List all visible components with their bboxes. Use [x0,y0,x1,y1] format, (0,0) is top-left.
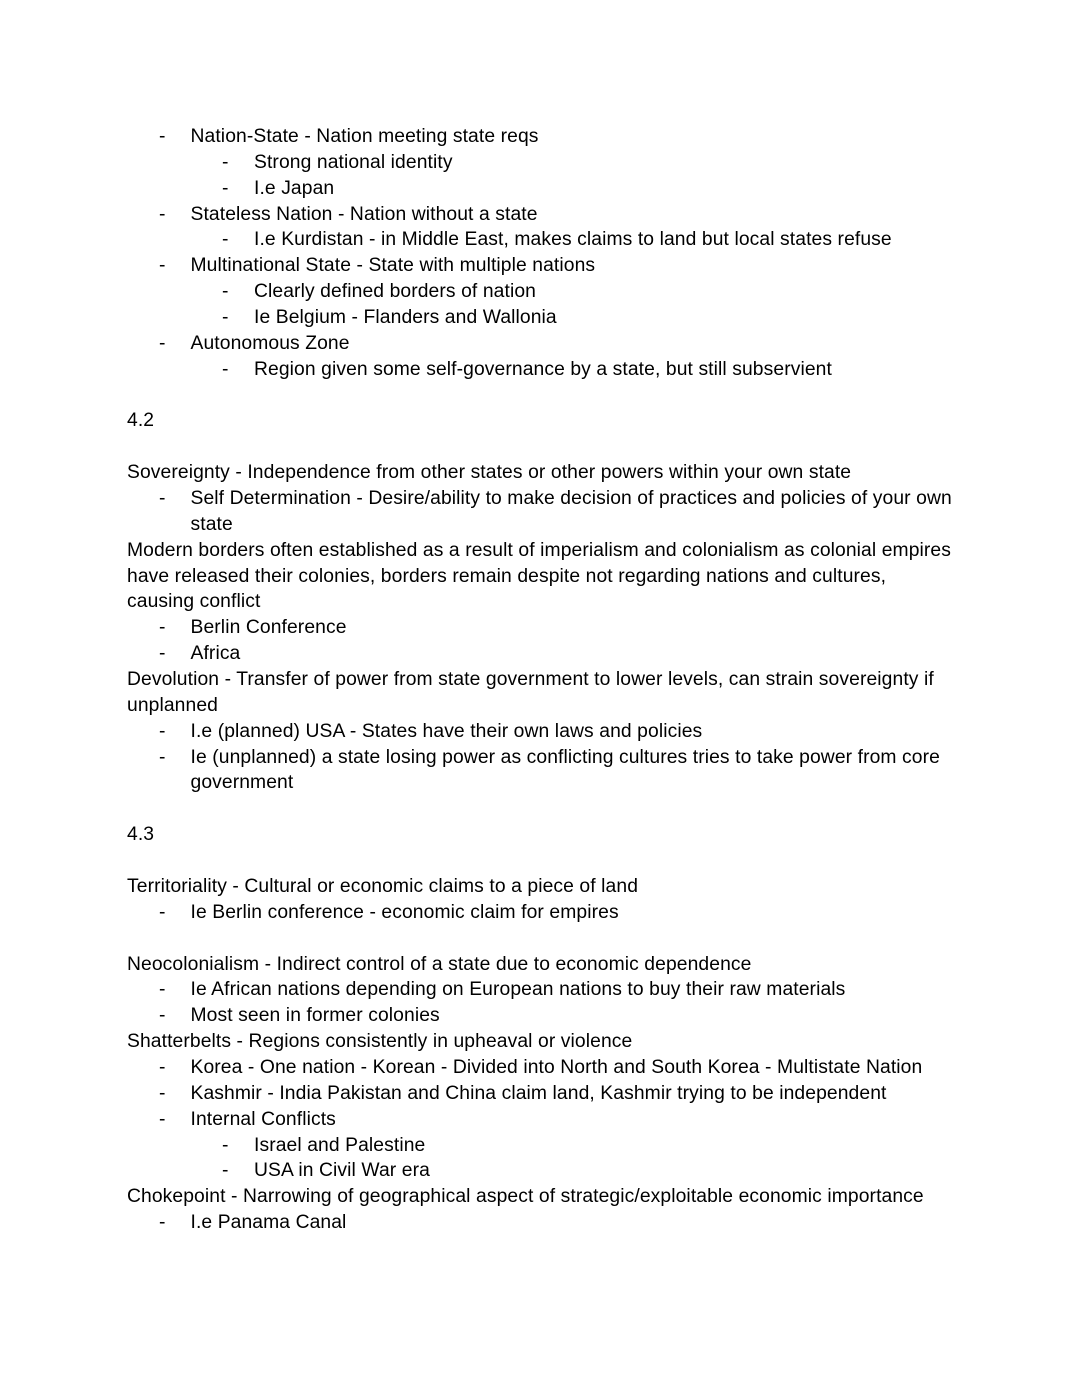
bullet-dash: - [159,643,166,665]
list-item [127,176,953,202]
bullet-dash: - [159,1056,166,1078]
blank-line [127,434,953,460]
list-item [127,745,953,797]
bullet-dash: - [222,229,229,251]
list-item-text: I.e Panama Canal [190,1212,347,1234]
bullet-dash: - [222,1134,229,1156]
blank-line [127,848,953,874]
list-item-text: I.e Japan [254,177,335,199]
list-item [127,641,953,667]
list-item-text: Ie Berlin conference - economic claim for empires [190,901,619,923]
list-item [127,1003,953,1029]
list-item [127,124,953,150]
list-item-text: Internal Conflicts [190,1108,336,1130]
list-item-text: I.e (planned) USA - States have their own laws and policies [190,720,703,742]
bullet-dash: - [222,151,229,173]
list-item [127,331,953,357]
paragraph: Shatterbelts - Regions consistently in upheaval or violence [127,1031,633,1053]
list-item-text: Most seen in former colonies [190,1005,440,1027]
paragraph: Modern borders often established as a result of imperialism and colonialism as colonial empires have released their colonies, borders remain despite not regarding nations and cultures, causing conflict [127,539,957,613]
list-item [127,279,953,305]
list-item-text: USA in Civil War era [254,1160,430,1182]
bullet-dash: - [159,1212,166,1234]
list-item-text: I.e Kurdistan - in Middle East, makes claims to land but local states refuse [254,229,892,251]
list-item [127,1133,953,1159]
list-item-text: Clearly defined borders of nation [254,281,536,303]
bullet-dash: - [159,488,166,510]
list-item-text: Strong national identity [254,151,453,173]
list-item [127,305,953,331]
bullet-dash: - [159,720,166,742]
list-item [127,615,953,641]
bullet-dash: - [222,177,229,199]
paragraph: Sovereignty - Independence from other states or other powers within your own state [127,462,852,484]
bullet-dash: - [159,1108,166,1130]
bullet-dash: - [222,1160,229,1182]
blank-line [127,796,953,822]
bullet-dash: - [159,203,166,225]
paragraph: Chokepoint - Narrowing of geographical aspect of strategic/exploitable economic importance [127,1186,924,1208]
list-item [127,1210,953,1236]
bullet-dash: - [222,307,229,329]
list-item [127,900,953,926]
paragraph: Neocolonialism - Indirect control of a state due to economic dependence [127,953,752,975]
paragraph: Devolution - Transfer of power from state government to lower levels, can strain sovereignty if unplanned [127,669,940,716]
list-item-text: Berlin Conference [190,617,347,639]
bullet-dash: - [159,126,166,147]
list-item [127,486,958,538]
list-item-text: Africa [190,643,241,665]
bullet-dash: - [222,358,229,380]
list-item [127,357,953,383]
list-item [127,1107,953,1133]
bullet-dash: - [159,979,166,1001]
bullet-dash: - [159,617,166,639]
list-item-text: Ie Belgium - Flanders and Wallonia [254,307,557,329]
list-item [127,253,953,279]
list-item [127,202,953,228]
list-item-text: Kashmir - India Pakistan and China claim land, Kashmir trying to be independent [190,1082,887,1104]
list-item [127,227,953,253]
list-item [127,977,953,1003]
bullet-dash: - [159,901,166,923]
list-item-text: Stateless Nation - Nation without a state [190,203,538,225]
paragraph: Territoriality - Cultural or economic claims to a piece of land [127,875,639,897]
list-item [127,1081,953,1107]
bullet-dash: - [159,1082,166,1104]
section-heading: 4.3 [127,824,155,846]
list-item [127,719,953,745]
list-item [127,1158,953,1184]
list-item-text: Region given some self-governance by a state, but still subservient [254,358,832,380]
blank-line [127,383,953,409]
list-item-text: Israel and Palestine [254,1134,426,1156]
document-content [127,124,958,1236]
list-item-text: Autonomous Zone [190,332,350,354]
bullet-dash: - [222,281,229,303]
bullet-dash: - [159,332,166,354]
list-item-text: Korea - One nation - Korean - Divided into North and South Korea - Multistate Nation [190,1056,923,1078]
list-item-text: Ie (unplanned) a state losing power as conflicting cultures tries to take power from core government [190,746,946,794]
list-item-text: Multinational State - State with multiple nations [190,255,596,277]
list-item-text: Ie African nations depending on European nations to buy their raw materials [190,979,846,1001]
blank-line [127,926,953,952]
list-item-text: Self Determination - Desire/ability to make decision of practices and policies of your own state [190,488,958,535]
section-heading: 4.2 [127,410,155,432]
list-item-text: Nation-State - Nation meeting state reqs [190,126,539,147]
list-item [127,1055,953,1081]
bullet-dash: - [159,746,166,768]
bullet-dash: - [159,1005,166,1027]
bullet-dash: - [159,255,166,277]
list-item [127,150,953,176]
